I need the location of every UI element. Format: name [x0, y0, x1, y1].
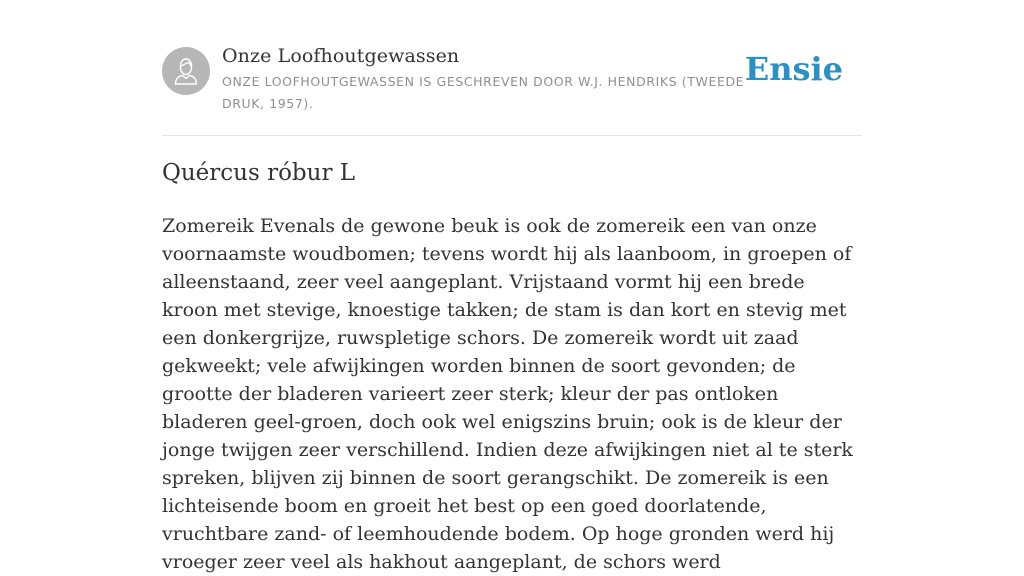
source-title[interactable]: Onze Loofhoutgewassen [222, 45, 460, 67]
user-avatar-icon [162, 47, 210, 95]
entry-body: Zomereik Evenals de gewone beuk is ook de zomereik een van onze voornaamste woudbomen; tevens wordt hij als laanboom, in groepen of alleenstaand, zeer veel aangeplant. Vrijstaand vormt hij een brede kroon met stevige, knoestige takken; de stam is dan kort en stevig met een donkergrijze, ruwspletige schors. De zomereik wordt uit zaad gekweekt; vele afwijkingen worden binnen de soort gevonden; de grootte der bladeren varieert zeer sterk; kleur der pas ontloken bladeren geel-groen, doch ook wel enigszins bruin; ook is de kleur der jonge twijgen zeer verschillend. Indien deze afwijkingen niet al te sterk spreken, blijven zij binnen de soort gerangschikt. De zomereik is een lichteisende boom en groeit het best op een goed doorlatende, vruchtbare zand- of leemhoudende bodem. Op hoge gronden werd hij vroeger zeer veel als hakhout aangeplant, de schors werd [162, 215, 853, 573]
source-description: ONZE LOOFHOUTGEWASSEN IS GESCHREVEN DOOR W.J. HENDRIKS (TWEEDE DRUK, 1957). [222, 74, 745, 111]
entry-title: Quércus róbur L [162, 160, 356, 186]
source-header [162, 40, 862, 136]
ensie-logo[interactable]: Ensie [744, 50, 843, 88]
